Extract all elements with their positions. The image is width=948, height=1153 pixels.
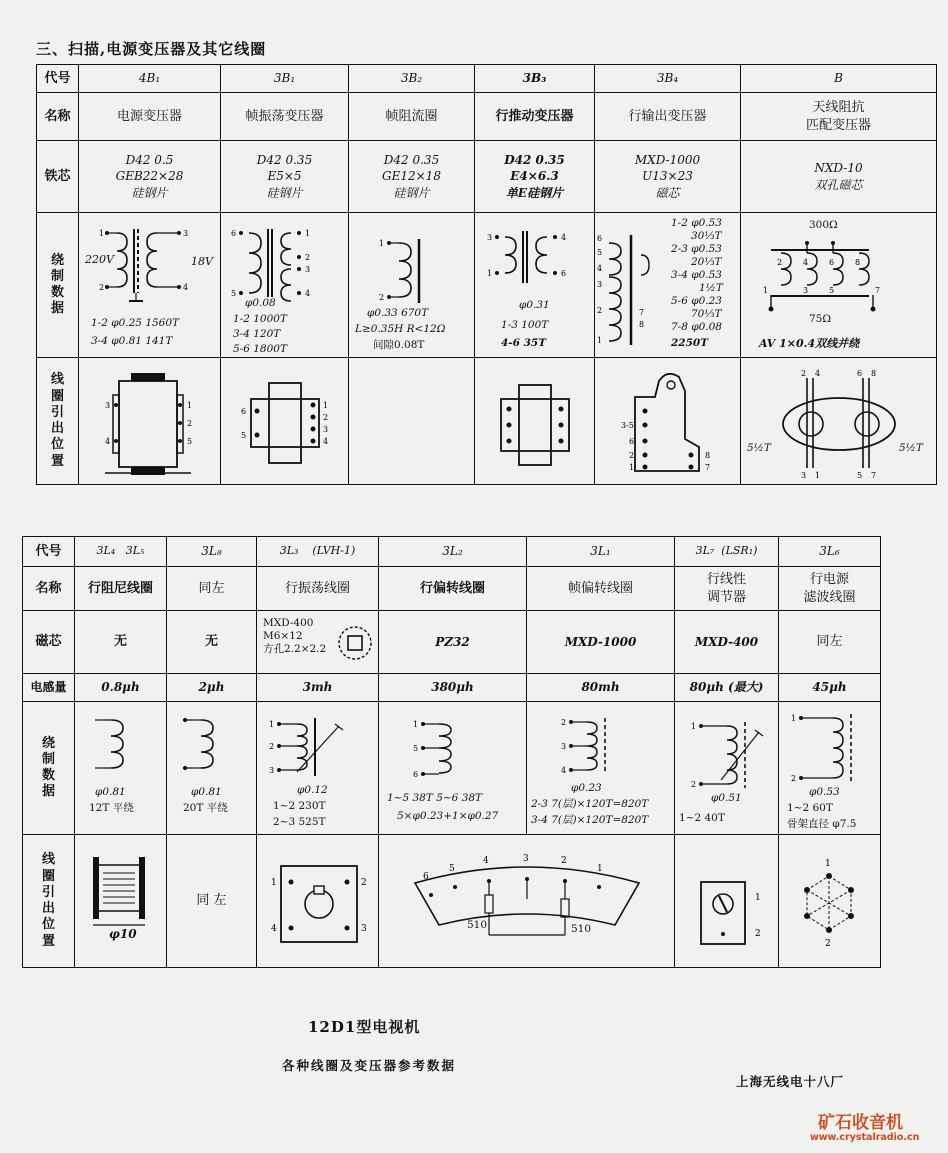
pinout-4b1 (79, 358, 221, 485)
name-3l8: 同左 (167, 567, 257, 611)
svg-text:3: 3 (361, 924, 367, 934)
svg-text:7: 7 (705, 463, 711, 472)
bobbin-drawing (75, 835, 167, 935)
svg-text:2: 2 (305, 253, 311, 262)
coil-diagram (675, 702, 779, 794)
label-core: 铁芯 (37, 141, 79, 213)
svg-text:6: 6 (629, 437, 635, 446)
pinout-3b4 (595, 358, 741, 485)
code-3l3: 3L₃ (LVH-1) (257, 537, 379, 567)
code-3l6: 3L₆ (779, 537, 881, 567)
code-3l8: 3L₈ (167, 537, 257, 567)
row-inductance (23, 674, 881, 702)
svg-text:4: 4 (803, 258, 809, 267)
name-3l1: 帧偏转线圈 (527, 567, 675, 611)
svg-text:6: 6 (231, 229, 237, 238)
svg-text:3: 3 (523, 854, 529, 864)
winding-3l3: 1 2 3 φ0.12 1~2 230T 2~3 525T (257, 702, 379, 835)
name-3l3: 行振荡线圈 (257, 567, 379, 611)
svg-text:2: 2 (561, 718, 567, 727)
svg-text:4: 4 (561, 766, 567, 775)
winding-3l1: 2 3 4 φ0.23 2-3 7(层)×120T=820T 3-4 7(层)×120T=820T (527, 702, 675, 835)
svg-text:3: 3 (105, 401, 111, 410)
svg-text:2: 2 (379, 293, 385, 302)
svg-text:2: 2 (99, 283, 105, 292)
flyback-diagram (595, 215, 655, 355)
name-3b3: 行推动变压器 (475, 93, 595, 141)
svg-text:5: 5 (597, 248, 603, 257)
coil-diagram (379, 702, 527, 786)
row-pinout (23, 835, 881, 968)
table-transformers (36, 64, 937, 485)
pinout-3l8: 同 左 (167, 835, 257, 968)
svg-text:5: 5 (829, 286, 835, 295)
svg-text:5: 5 (413, 744, 419, 753)
core-3l6: 同左 (779, 611, 881, 674)
coil-diagram (527, 702, 675, 782)
table-coils (22, 536, 881, 968)
winding-3l2: 1 5 6 1~5 38T 5~6 38T 5×φ0.23+1×φ0.27 (379, 702, 527, 835)
svg-text:5: 5 (241, 431, 247, 440)
svg-text:2: 2 (691, 780, 697, 789)
label-name: 名称 (37, 93, 79, 141)
svg-text:1: 1 (187, 401, 193, 410)
svg-text:1: 1 (305, 229, 311, 238)
coil-diagram (779, 702, 881, 788)
row-code (23, 537, 881, 567)
code-3b4: 3B₄ (595, 65, 741, 93)
svg-text:2: 2 (629, 451, 635, 460)
core-3l2: PZ32 (379, 611, 527, 674)
svg-text:3: 3 (803, 286, 809, 295)
winding-3l6: 1 2 φ0.53 1~2 60T 骨架直径 φ7.5 (779, 702, 881, 835)
label-winding: 绕制数据 (37, 213, 79, 358)
name-3b1: 帧振荡变压器 (221, 93, 349, 141)
label-pinout: 线圈引出位置 (23, 835, 75, 968)
svg-text:4: 4 (323, 437, 329, 446)
pinout-3l2-3l1: 6 5 4 3 2 1 510 510 (379, 835, 675, 968)
core-3l1: MXD-1000 (527, 611, 675, 674)
svg-text:8: 8 (639, 320, 645, 329)
section-title: 三、扫描,电源变压器及其它线圈 (36, 40, 267, 58)
svg-text:1: 1 (691, 722, 697, 731)
pinout-drawing (475, 361, 595, 481)
winding-3b3: 3 1 4 6 φ0.31 1-3 100T 4-6 35T (475, 213, 595, 358)
svg-text:5: 5 (187, 437, 193, 446)
svg-text:1: 1 (597, 336, 603, 345)
svg-text:4: 4 (815, 369, 821, 378)
ind-3l3: 3mh (257, 674, 379, 702)
core-b: NXD-10 双孔磁芯 (741, 141, 937, 213)
winding-3b4: 6 5 4 3 2 1 7 8 1-2 φ0.53 30⅓T 2-3 φ0.53 20⅓T 3-4 φ0.53 1½T 5-6 φ0.23 70⅓T 7-8 φ0.08 2250T (595, 213, 741, 358)
svg-text:2: 2 (791, 774, 797, 783)
svg-text:3-5: 3-5 (621, 421, 634, 430)
svg-text:1: 1 (825, 859, 831, 869)
row-pinout (37, 358, 937, 485)
footer-subtitle: 各种线圈及变压器参考数据 (282, 1058, 457, 1073)
svg-text:2: 2 (361, 878, 367, 888)
core-hole-icon (335, 623, 375, 663)
code-3b3: 3B₃ (475, 65, 595, 93)
core-3l8: 无 (167, 611, 257, 674)
svg-text:7: 7 (875, 286, 881, 295)
ind-3l6: 45μh (779, 674, 881, 702)
svg-text:5: 5 (449, 864, 455, 874)
winding-3l7: 1 2 φ0.51 1~2 40T (675, 702, 779, 835)
svg-text:1: 1 (323, 401, 329, 410)
transformer-diagram (475, 213, 595, 293)
svg-text:3: 3 (183, 229, 189, 238)
svg-text:4: 4 (183, 283, 189, 292)
row-core (23, 611, 881, 674)
ind-3l4: 0.8μh (75, 674, 167, 702)
svg-text:2: 2 (801, 369, 807, 378)
name-3b4: 行输出变压器 (595, 93, 741, 141)
ind-3l1: 80mh (527, 674, 675, 702)
core-3b1: D42 0.35 E5×5 硅钢片 (221, 141, 349, 213)
svg-text:1: 1 (379, 239, 385, 248)
pinout-3b2 (349, 358, 475, 485)
svg-text:3: 3 (597, 280, 603, 289)
row-name (23, 567, 881, 611)
name-3l4: 行阻尼线圈 (75, 567, 167, 611)
code-4b1: 4B₁ (79, 65, 221, 93)
svg-text:3: 3 (269, 766, 275, 775)
pinout-b: 2 4 6 8 3 1 5 7 5½T 5½T (741, 358, 937, 485)
winding-3b2: 1 2 φ0.33 670T L≥0.35H R<12Ω 间隙0.08T (349, 213, 475, 358)
name-3l2: 行偏转线圈 (379, 567, 527, 611)
pinout-drawing (779, 846, 881, 956)
code-3l7: 3L₇ (LSR₁) (675, 537, 779, 567)
name-3b2: 帧阻流圈 (349, 93, 475, 141)
svg-text:4: 4 (105, 437, 111, 446)
code-3b2: 3B₂ (349, 65, 475, 93)
yoke-pin-board (379, 835, 675, 955)
label-core: 磁芯 (23, 611, 75, 674)
svg-text:4: 4 (271, 924, 277, 934)
core-3b2: D42 0.35 GE12×18 硅钢片 (349, 141, 475, 213)
pinout-3l4: φ10 (75, 835, 167, 968)
svg-text:2: 2 (825, 939, 831, 949)
label-winding: 绕制数据 (23, 702, 75, 835)
svg-text:4: 4 (597, 264, 603, 273)
ind-3l7: 80μh (最大) (675, 674, 779, 702)
svg-text:2: 2 (597, 306, 603, 315)
label-inductance: 电感量 (23, 674, 75, 702)
watermark-url: www.crystalradio.cn (810, 1132, 920, 1143)
svg-text:1: 1 (99, 229, 105, 238)
svg-text:1: 1 (755, 893, 761, 903)
code-3l2: 3L₂ (379, 537, 527, 567)
svg-text:8: 8 (871, 369, 877, 378)
pinout-drawing (257, 846, 379, 956)
pinout-3b1 (221, 358, 349, 485)
svg-text:3: 3 (305, 265, 311, 274)
svg-text:6: 6 (597, 234, 603, 243)
core-3l4: 无 (75, 611, 167, 674)
winding-3l8: φ0.81 20T 平绕 (167, 702, 257, 835)
coil-diagram (167, 702, 257, 782)
svg-text:1: 1 (413, 720, 419, 729)
core-4b1: D42 0.5 GEB22×28 硅钢片 (79, 141, 221, 213)
transformer-diagram (221, 213, 349, 305)
coil-diagram (75, 702, 167, 782)
name-4b1: 电源变压器 (79, 93, 221, 141)
svg-text:4: 4 (483, 856, 489, 866)
pinout-drawing (79, 361, 221, 481)
footer-title: 12D1型电视机 (308, 1018, 421, 1036)
svg-text:1: 1 (763, 286, 769, 295)
pinout-drawing (221, 361, 349, 481)
svg-text:3: 3 (561, 742, 567, 751)
svg-text:6: 6 (241, 407, 247, 416)
svg-text:2: 2 (755, 929, 761, 939)
row-core (37, 141, 937, 213)
row-code (37, 65, 937, 93)
coil-diagram (257, 702, 379, 782)
svg-text:2: 2 (187, 419, 193, 428)
svg-text:1: 1 (597, 864, 603, 874)
svg-text:7: 7 (871, 471, 877, 480)
footer-maker: 上海无线电十八厂 (736, 1074, 845, 1089)
pinout-drawing (741, 358, 937, 484)
core-3l7: MXD-400 (675, 611, 779, 674)
svg-text:2: 2 (561, 856, 567, 866)
winding-b: 2 4 6 8 1 3 5 7 300Ω 75Ω AV 1×0.4双线并绕 (741, 213, 937, 358)
svg-text:1: 1 (269, 720, 275, 729)
svg-text:6: 6 (857, 369, 863, 378)
svg-text:5: 5 (231, 289, 237, 298)
label-pinout: 线圈引出位置 (37, 358, 79, 485)
row-winding (37, 213, 937, 358)
svg-text:5: 5 (857, 471, 863, 480)
balun-diagram (741, 213, 937, 333)
pinout-3l7 (675, 835, 779, 968)
svg-text:8: 8 (705, 451, 711, 460)
code-b: B (741, 65, 937, 93)
core-3b4: MXD-1000 U13×23 磁芯 (595, 141, 741, 213)
row-name (37, 93, 937, 141)
code-3l1: 3L₁ (527, 537, 675, 567)
svg-text:2: 2 (269, 742, 275, 751)
svg-text:6: 6 (561, 269, 567, 278)
winding-3b1: 6 5 1 2 3 4 φ0.08 1-2 1000T 3-4 120T 5-6 1800T (221, 213, 349, 358)
svg-text:1: 1 (487, 269, 493, 278)
ind-3l8: 2μh (167, 674, 257, 702)
pinout-3l6 (779, 835, 881, 968)
watermark-logo: 矿石收音机 (818, 1113, 903, 1133)
name-3l6: 行电源 滤波线圈 (779, 567, 881, 611)
svg-text:6: 6 (423, 872, 429, 882)
choke-diagram (349, 213, 475, 303)
svg-text:3: 3 (487, 233, 493, 242)
winding-4b1: 1 2 3 4 220V 18V 1-2 φ0.25 1560T 3-4 φ0.81 141T (79, 213, 221, 358)
svg-text:6: 6 (413, 770, 419, 779)
svg-text:6: 6 (829, 258, 835, 267)
svg-text:1: 1 (629, 463, 635, 472)
name-3l7: 行线性 调节器 (675, 567, 779, 611)
label-code: 代号 (23, 537, 75, 567)
core-3l3: MXD-400 M6×12 方孔2.2×2.2 (257, 611, 379, 674)
core-3b3: D42 0.35 E4×6.3 单E硅钢片 (475, 141, 595, 213)
pinout-3l3 (257, 835, 379, 968)
label-name: 名称 (23, 567, 75, 611)
svg-text:1: 1 (815, 471, 821, 480)
winding-3l4: φ0.81 12T 平绕 (75, 702, 167, 835)
code-3l4: 3L₄ 3L₅ (75, 537, 167, 567)
svg-text:3: 3 (801, 471, 807, 480)
svg-text:2: 2 (777, 258, 783, 267)
svg-text:4: 4 (305, 289, 311, 298)
pinout-3b3 (475, 358, 595, 485)
name-b: 天线阻抗 匹配变压器 (741, 93, 937, 141)
code-3b1: 3B₁ (221, 65, 349, 93)
svg-text:8: 8 (855, 258, 861, 267)
row-winding (23, 702, 881, 835)
pinout-drawing (675, 846, 779, 956)
svg-text:1: 1 (271, 878, 277, 888)
svg-text:3: 3 (323, 425, 329, 434)
svg-text:7: 7 (639, 308, 645, 317)
svg-text:2: 2 (323, 413, 329, 422)
svg-text:1: 1 (791, 714, 797, 723)
svg-text:4: 4 (561, 233, 567, 242)
ind-3l2: 380μh (379, 674, 527, 702)
label-code: 代号 (37, 65, 79, 93)
pinout-drawing (595, 361, 741, 481)
